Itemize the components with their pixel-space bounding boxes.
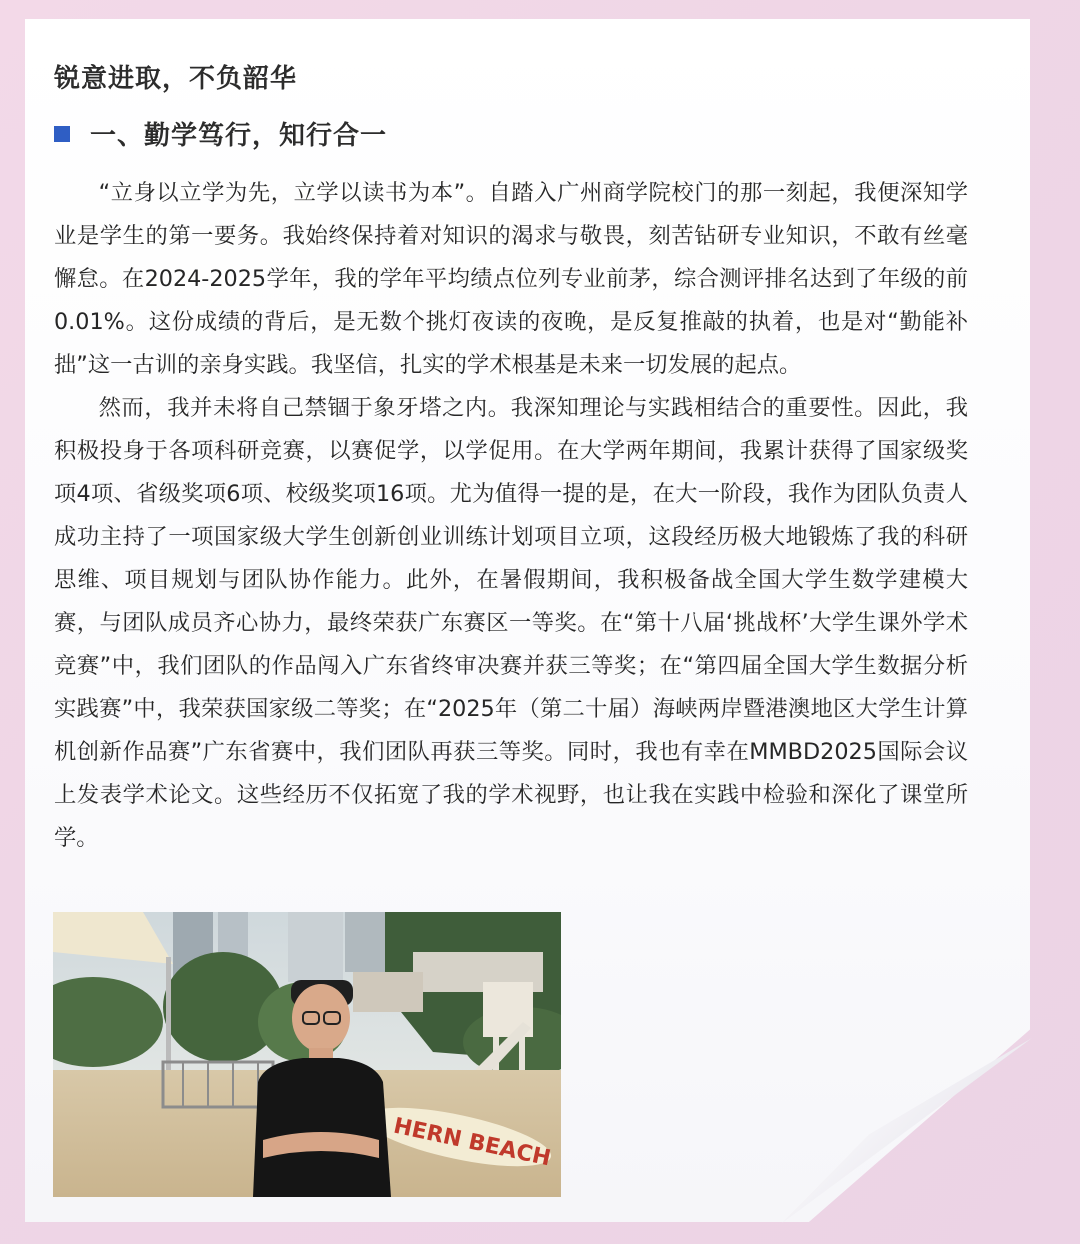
paragraph-2: 然而，我并未将自己禁锢于象牙塔之内。我深知理论与实践相结合的重要性。因此，我积极投身于各项科研竞赛，以赛促学，以学促用。在大学两年期间，我累计获得了国家级奖项4项、省级奖项6项、校级奖项16项。尤为值得一提的是，在大一阶段，我作为团队负责人成功主持了一项国家级大学生创新创业训练计划项目立项，这段经历极大地锻炼了我的科研思维、项目规划与团队协作能力。此外，在暑假期间，我积极备战全国大学生数学建模大赛，与团队成员齐心协力，最终荣获广东赛区一等奖。在“第十八届‘挑战杯’大学生课外学术竞赛”中，我们团队的作品闯入广东省终审决赛并获三等奖；在“第四届全国大学生数据分析实践赛”中，我荣获国家级二等奖；在“2025年（第二十届）海峡两岸暨港澳地区大学生计算机创新作品赛”广东省赛中，我们团队再获三等奖。同时，我也有幸在MMBD2025国际会议上发表学术论文。这些经历不仅拓宽了我的学术视野，也让我在实践中检验和深化了课堂所学。 <box>54 395 968 851</box>
beach-photo <box>53 912 561 1197</box>
surfboard-label: HERN BEACH <box>391 1113 553 1172</box>
section-heading <box>54 115 387 152</box>
tower <box>288 912 343 982</box>
square-bullet-icon <box>54 126 70 142</box>
tower <box>345 912 385 972</box>
section-title: 一、勤学笃行，知行合一 <box>90 121 388 151</box>
article-body <box>54 172 968 860</box>
building <box>353 972 423 1012</box>
paragraph-1: “立身以立学为先，立学以读书为本”。自踏入广州商学院校门的那一刻起，我便深知学业是学生的第一要务。我始终保持着对知识的渴求与敬畏，刻苦钻研专业知识，不敢有丝毫懈怠。在2024-2025学年，我的学年平均绩点位列专业前茅，综合测评排名达到了年级的前0.01%。这份成绩的背后，是无数个挑灯夜读的夜晚，是反复推敲的执着，也是对“勤能补拙”这一古训的亲身实践。我坚信，扎实的学术根基是未来一切发展的起点。 <box>54 180 968 378</box>
page-title: 锐意进取，不负韶华 <box>54 64 298 94</box>
